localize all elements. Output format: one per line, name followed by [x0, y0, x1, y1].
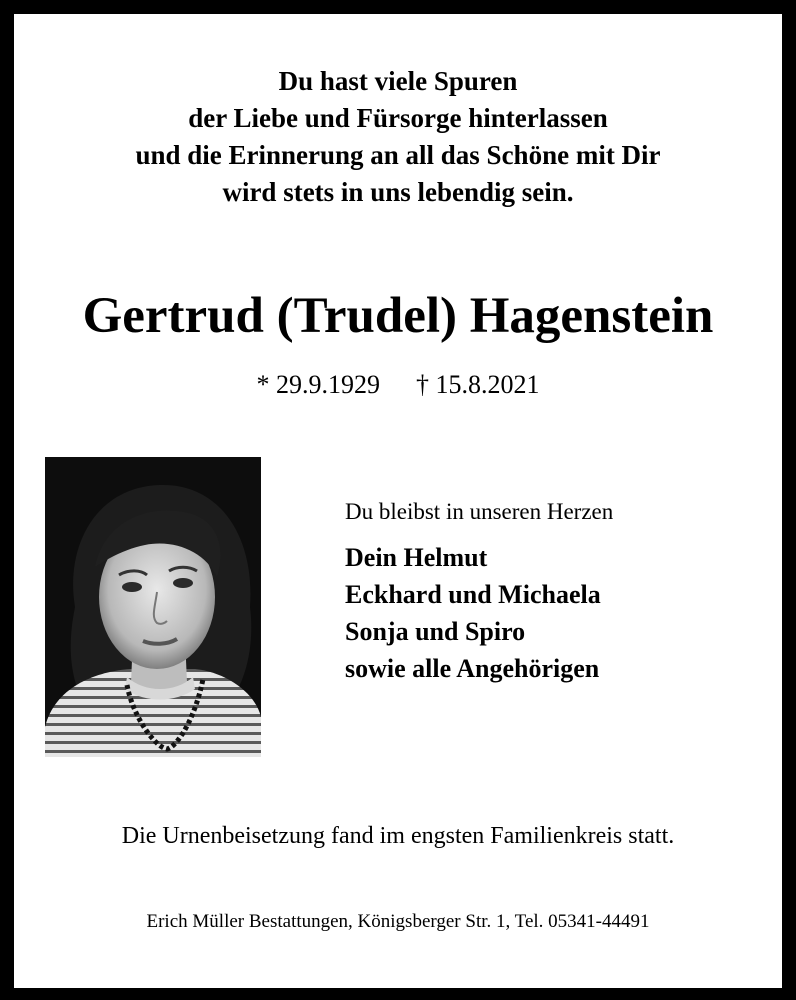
mourner-name: Eckhard und Michaela	[345, 580, 601, 609]
memorial-verse	[0, 63, 796, 211]
verse-line: der Liebe und Fürsorge hinterlassen	[188, 103, 608, 133]
verse-line: Du hast viele Spuren	[278, 66, 518, 96]
birth-date: * 29.9.1929	[256, 370, 380, 399]
burial-notice: Die Urnenbeisetzung fand im engsten Familienkreis statt.	[121, 823, 675, 849]
portrait-icon	[45, 457, 261, 757]
mourners-list	[345, 539, 601, 687]
deceased-name: Gertrud (Trudel) Hagenstein	[82, 288, 714, 344]
mourner-name: sowie alle Angehörigen	[345, 654, 600, 683]
mourner-name: Dein Helmut	[345, 543, 488, 572]
mourner-name: Sonja und Spiro	[345, 617, 526, 646]
farewell-text: Du bleibst in unseren Herzen	[345, 499, 614, 524]
verse-line: wird stets in uns lebendig sein.	[222, 177, 574, 207]
death-date: † 15.8.2021	[416, 370, 540, 399]
life-dates	[0, 368, 796, 402]
portrait-photo	[45, 457, 261, 757]
funeral-home-footer: Erich Müller Bestattungen, Königsberger Str. 1, Tel. 05341-44491	[146, 911, 650, 932]
verse-line: und die Erinnerung an all das Schöne mit Dir	[135, 140, 661, 170]
